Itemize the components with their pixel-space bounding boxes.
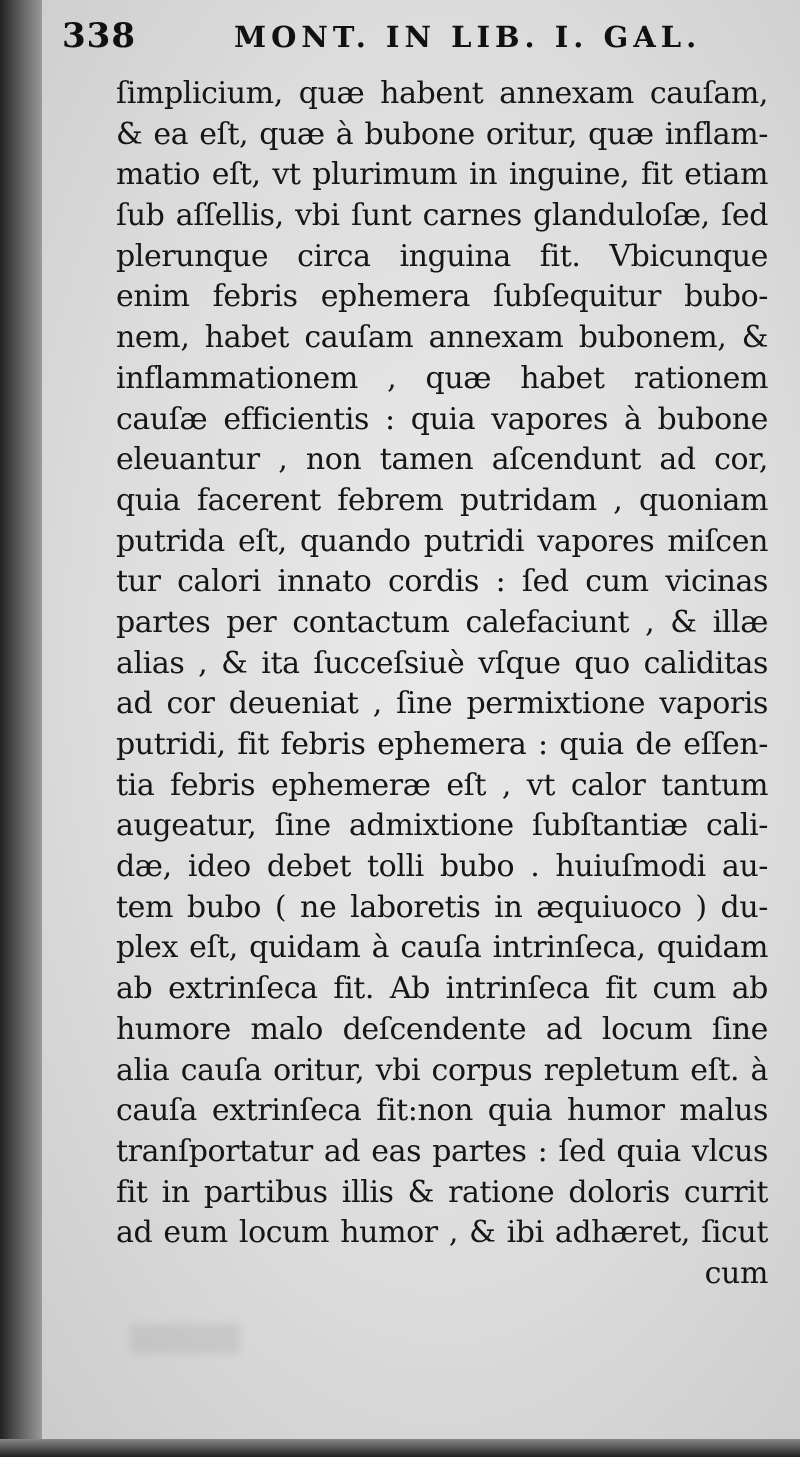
text-line: tia febris ephemeræ eſt , vt calor tantum	[116, 767, 768, 803]
text-line: cum	[704, 1255, 768, 1291]
text-line: alia cauſa oritur, vbi corpus repletum eſt. à	[116, 1052, 768, 1088]
text-line: tur calori innato cordis : ſed cum vicinas	[116, 564, 768, 600]
text-line: plex eſt, quidam à cauſa intrinſeca, quidam	[116, 930, 768, 966]
text-line: ſub aſſellis, vbi ſunt carnes glanduloſæ, ſed	[116, 198, 768, 234]
text-line: putrida eſt, quando putridi vapores miſcen	[116, 523, 768, 559]
text-line: eleuantur , non tamen aſcendunt ad cor,	[116, 442, 768, 478]
text-line: partes per contactum calefaciunt , & illæ	[116, 604, 768, 640]
text-line: alias , & ita ſucceſsiuè vſque quo caliditas	[116, 645, 768, 681]
page-number: 338	[62, 16, 136, 56]
text-line: ab extrinſeca fit. Ab intrinſeca fit cum ab	[116, 971, 768, 1007]
body-text	[116, 74, 768, 1295]
text-line: dæ, ideo debet tolli bubo . huiuſmodi au-	[116, 849, 768, 885]
text-line: enim febris ephemera ſubſequitur bubo-	[116, 279, 768, 315]
text-line: plerunque circa inguina fit. Vbicunque	[116, 238, 768, 274]
binding-shadow	[0, 0, 42, 1457]
text-line: ad eum locum humor , & ibi adhæret, ſicut	[116, 1215, 768, 1251]
text-line: matio eſt, vt plurimum in inguine, fit etiam	[116, 157, 768, 193]
text-line: quia facerent febrem putridam , quoniam	[116, 482, 768, 518]
text-line: ad cor deueniat , ſine permixtione vaporis	[116, 686, 768, 722]
running-head	[62, 16, 762, 60]
text-line: & ea eſt, quæ à bubone oritur, quæ inflam-	[116, 116, 768, 152]
text-line: cauſa extrinſeca fit:non quia humor malus	[116, 1093, 768, 1129]
text-line: tranſportatur ad eas partes : ſed quia vlcus	[116, 1133, 768, 1169]
text-line: tem bubo ( ne laboretis in æquiuoco ) du-	[116, 889, 768, 925]
text-line: fit in partibus illis & ratione doloris currit	[116, 1174, 768, 1210]
text-line: augeatur, ſine admixtione ſubſtantiæ cali-	[116, 808, 768, 844]
text-line: cauſæ efficientis : quia vapores à bubone	[116, 401, 768, 437]
text-line: nem, habet cauſam annexam bubonem, &	[116, 320, 768, 356]
text-line: inflammationem , quæ habet rationem	[116, 360, 768, 396]
text-line: ſimplicium, quæ habent annexam cauſam,	[116, 76, 768, 111]
page-bottom-edge	[0, 1439, 800, 1457]
show-through-mark	[130, 1324, 240, 1354]
running-title: MONT. IN LIB. I. GAL.	[234, 20, 702, 54]
text-line: humore malo deſcendente ad locum ſine	[116, 1011, 768, 1047]
text-line: putridi, fit febris ephemera : quia de eſſen-	[116, 727, 768, 762]
